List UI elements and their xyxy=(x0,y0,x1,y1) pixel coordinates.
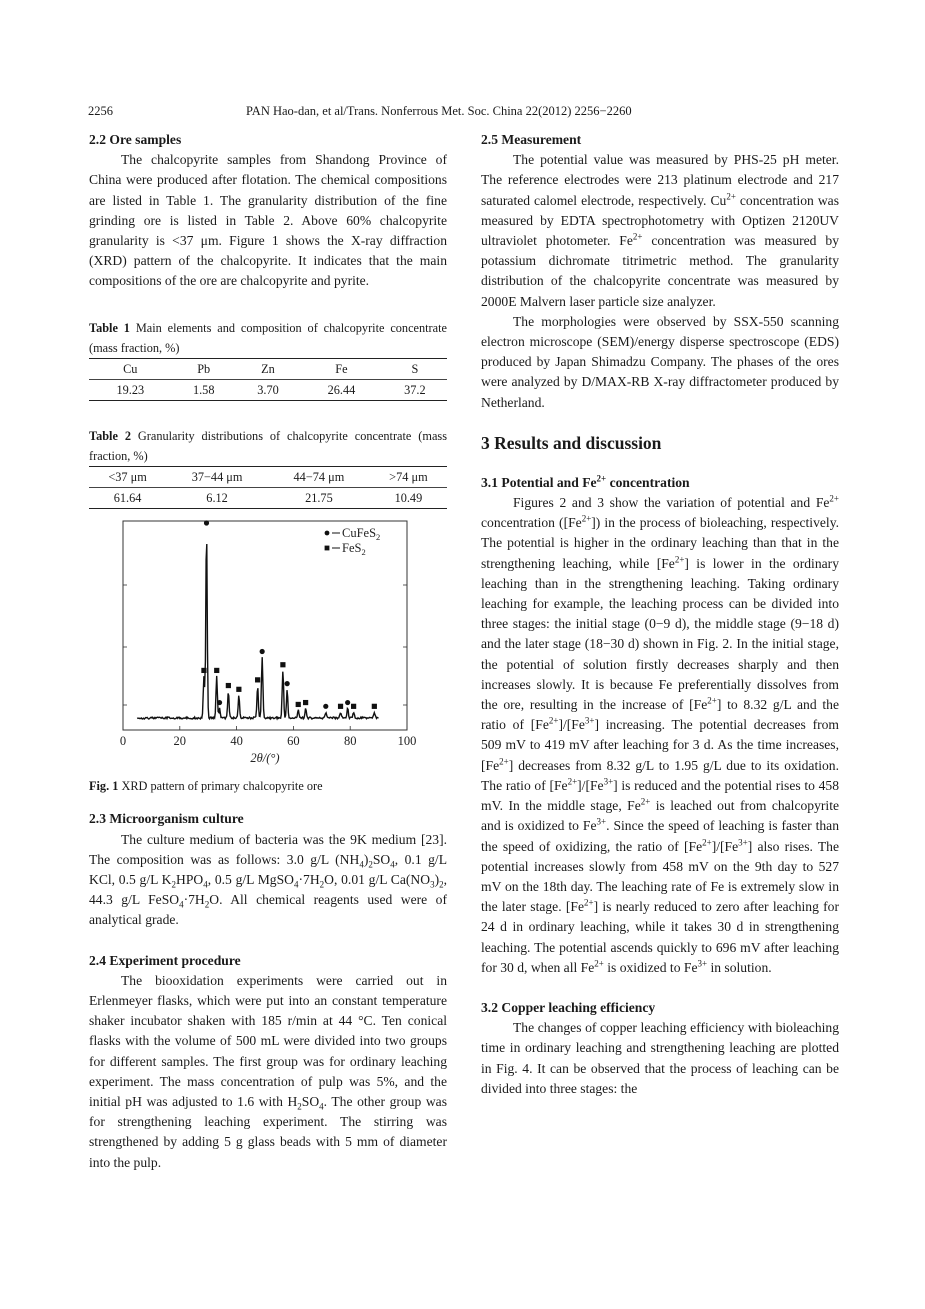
figure-caption-text: XRD pattern of primary chalcopyrite ore xyxy=(118,779,323,794)
figure-caption xyxy=(89,777,447,795)
chalcopyrite-marker-icon xyxy=(345,700,350,705)
chalcopyrite-marker-icon xyxy=(204,521,209,526)
figure-label: Fig. 1 xyxy=(89,779,119,794)
chapter-heading: 3 Results and discussion xyxy=(481,432,662,453)
section-heading: 2.4 Experiment procedure xyxy=(89,952,241,968)
table-header-cell: 44−74 μm xyxy=(268,467,370,488)
xrd-plot xyxy=(89,515,447,777)
x-tick-label: 20 xyxy=(173,734,187,749)
table-header-cell: 37−44 μm xyxy=(166,467,268,488)
chalcopyrite-marker-icon xyxy=(323,704,328,709)
table-cell: 10.49 xyxy=(370,488,447,509)
table-header-cell: Zn xyxy=(236,358,300,379)
table-label: Table 2 xyxy=(89,429,131,444)
table-header-cell: Cu xyxy=(89,358,172,379)
section-measurement xyxy=(481,130,839,413)
section-ore-samples xyxy=(89,130,447,292)
figure-1 xyxy=(89,515,447,795)
table-caption xyxy=(89,318,447,358)
table-header-cell: >74 μm xyxy=(370,467,447,488)
running-title: PAN Hao-dan, et al/Trans. Nonferrous Met. Soc. China 22(2012) 2256−2260 xyxy=(246,104,632,118)
right-column xyxy=(481,130,839,1099)
table-row xyxy=(89,488,447,509)
table-cell: 21.75 xyxy=(268,488,370,509)
composition-table xyxy=(89,358,447,401)
pyrite-marker-icon xyxy=(303,700,308,705)
table-caption-text: Main elements and composition of chalcopyrite concentrate (mass fraction, %) xyxy=(89,320,447,355)
section-experiment-procedure xyxy=(89,951,447,1173)
pyrite-marker-icon xyxy=(255,678,260,683)
xrd-trace xyxy=(137,544,378,719)
section-heading: 2.5 Measurement xyxy=(481,132,582,147)
paragraph: Figures 2 and 3 show the variation of potential and $Fe^{2+}$ concentration $([Fe^{2+}])$ in the process of bioleaching, respectively. The potential is higher in the ordinary leaching than that in the strengthening leaching, while $[Fe^{2+}]$ is lower in the ordinary leaching than in the strengthening leaching. Taking ordinary leaching for example, the leaching process can be divided into three stages: the initial stage (0−9 d), the middle stage (9−18 d) and the later stage (18−30 d) shown in Fig. 2. In the initial stage, the potential of solution firstly decreases sharply and then increases slowly. It is because Fe preferentially dissolves from the ore, resulting in the increase of $[Fe^{2+}]$ to 8.32 g/L and the ratio of $[Fe^{2+}]/[Fe^{3+}]$ increasing. The potential decreases from 509 mV to 419 mV after leaching for 3 d. As the time increases, $[Fe^{2+}]$ decreases from 8.32 g/L to 1.95 g/L due to its oxidation. The ratio of $[Fe^{2+}]/[Fe^{3+}]$ is reduced and the potential rises to 458 mV. In the middle stage, $Fe^{2+}$ is leached out from chalcopyrite and is oxidized to $Fe^{3+}$. Since the speed of leaching is faster than the speed of oxidizing, the ratio of $[Fe^{2+}]/[Fe^{3+}]$ also rises. The potential increases slowly from 458 mV on the 9th day to 527 mV on the 18th day. The leaching rate of Fe is extremely slow in the later stage. $[Fe^{2+}]$ is nearly reduced to zero after leaching for 24 d in ordinary leaching, while it takes 30 d in strengthening leaching. The potential ascends quickly to 696 mV after leaching for 30 d, when all $Fe^{2+}$ is oxidized to $Fe^{3+}$ in solution. xyxy=(481,493,840,975)
chalcopyrite-marker-icon xyxy=(285,681,290,686)
x-tick-label: 60 xyxy=(287,734,300,749)
paragraph: The culture medium of bacteria was the 9K medium [23]. The composition was as follows: 3.0 g/L $(NH_4)_2SO_4$, 0.1 g/L KCl, 0.5 g/L $K_2HPO_4$, 0.5 g/L $MgSO_4\cdot 7H_2O$, 0.01 g/L $Ca(NO_3)_2$, 44.3 g/L $FeSO_4\cdot 7H_2O$. All chemical reagents used were of analytical grade. xyxy=(89,831,447,928)
legend-square-icon xyxy=(325,546,330,551)
table-header-row xyxy=(89,467,447,488)
table-caption-text: Granularity distributions of chalcopyrite concentrate (mass fraction, %) xyxy=(89,429,447,464)
x-axis-label: 2θ/(°) xyxy=(250,751,280,766)
table-header-row xyxy=(89,358,447,379)
table-cell: 37.2 xyxy=(383,379,447,400)
paragraph: The chalcopyrite samples from Shandong Province of China were produced after flotation. The chemical compositions are listed in Table 1. The granularity distribution of the fine grinding ore is listed in Table 2. Above 60% chalcopyrite granularity is <37 μm. Figure 1 shows the X-ray diffraction (XRD) pattern of the chalcopyrite. It indicates that the main compositions of the ore are chalcopyrite and pyrite. xyxy=(89,152,447,289)
table-1 xyxy=(89,318,447,401)
section-microorganism-culture xyxy=(89,809,447,930)
legend-label-fes2: FeS$_2$ xyxy=(342,541,366,558)
legend-label-cufes2: CuFeS$_2$ xyxy=(342,526,381,543)
section-heading: 2.3 Microorganism culture xyxy=(89,811,244,827)
x-tick-label: 80 xyxy=(343,734,357,749)
section-heading: 3.2 Copper leaching efficiency xyxy=(481,999,656,1015)
table-cell: 6.12 xyxy=(166,488,268,509)
section-potential-fe-concentration xyxy=(481,473,839,978)
pyrite-marker-icon xyxy=(351,704,356,709)
paragraph: The changes of copper leaching efficiency with bioleaching time in ordinary leaching and strengthening leaching are plotted in Fig. 4. It can be observed that the process of leaching can be divided into three stages: the xyxy=(481,1020,839,1096)
section-heading: 3.1 Potential and $Fe^{2+}$ concentration xyxy=(481,473,690,490)
table-row xyxy=(89,379,447,400)
x-tick-label: 40 xyxy=(230,734,243,749)
granularity-table xyxy=(89,466,447,509)
legend-circle-icon xyxy=(325,531,330,536)
pyrite-marker-icon xyxy=(372,704,377,709)
table-cell: 61.64 xyxy=(89,488,166,509)
section-heading: 2.2 Ore samples xyxy=(89,132,182,147)
table-label: Table 1 xyxy=(89,320,130,335)
table-cell: 1.58 xyxy=(172,379,236,400)
table-header-cell: Pb xyxy=(172,358,236,379)
x-tick-label: 100 xyxy=(397,734,417,749)
table-caption xyxy=(89,426,447,466)
table-cell: 26.44 xyxy=(300,379,383,400)
table-cell: 19.23 xyxy=(89,379,172,400)
chalcopyrite-marker-icon xyxy=(260,649,265,654)
pyrite-marker-icon xyxy=(201,668,206,673)
pyrite-marker-icon xyxy=(226,683,231,688)
pyrite-marker-icon xyxy=(214,668,219,673)
pyrite-marker-icon xyxy=(296,702,301,707)
x-tick-label: 0 xyxy=(119,734,127,749)
section-copper-leaching-efficiency xyxy=(481,998,839,1099)
table-cell: 3.70 xyxy=(236,379,300,400)
pyrite-marker-icon xyxy=(338,704,343,709)
pyrite-marker-icon xyxy=(236,687,241,692)
paragraph: The morphologies were observed by SSX-550 scanning electron microscope (SEM)/energy disperse spectroscope (EDS) produced by Japan Shimadzu Company. The phases of the ores were analyzed by D/MAX-RB X-ray diffractometer produced by Netherland. xyxy=(481,313,839,410)
table-header-cell: S xyxy=(383,358,447,379)
left-column xyxy=(89,130,447,1173)
paragraph: The potential value was measured by PHS-25 pH meter. The reference electrodes were 213 platinum electrode and 217 saturated calomel electrode, respectively. $Cu^{2+}$ concentration was measured by EDTA spectrophotometry with Optizen 2120UV ultraviolet photometer. $Fe^{2+}$ concentration was measured by potassium dichromate titrimetric method. The granularity distribution of the chalcopyrite concentrate was measured by 2000E Malvern laser particle size analyzer. xyxy=(481,152,839,309)
paragraph: The biooxidation experiments were carried out in Erlenmeyer flasks, which were put into an constant temperature shaker incubator shaken with 185 r/min at 44 °C. Ten conical flasks with the volume of 500 mL were divided into two groups for different samples. The first group was for ordinary leaching experiment. The mass concentration of pulp was 5%, and the initial pH was adjusted to 1.6 with $H_2SO_4$. The other group was for strengthening leaching experiment. The stirring was strengthened by adding 5 g glass beads with 5 mm of diameter into the pulp. xyxy=(89,972,447,1170)
chalcopyrite-marker-icon xyxy=(217,700,222,705)
xrd-chart xyxy=(89,515,447,777)
table-2 xyxy=(89,426,447,509)
page-number: 2256 xyxy=(88,104,113,118)
table-header-cell: <37 μm xyxy=(89,467,166,488)
pyrite-marker-icon xyxy=(280,663,285,668)
table-header-cell: Fe xyxy=(300,358,383,379)
